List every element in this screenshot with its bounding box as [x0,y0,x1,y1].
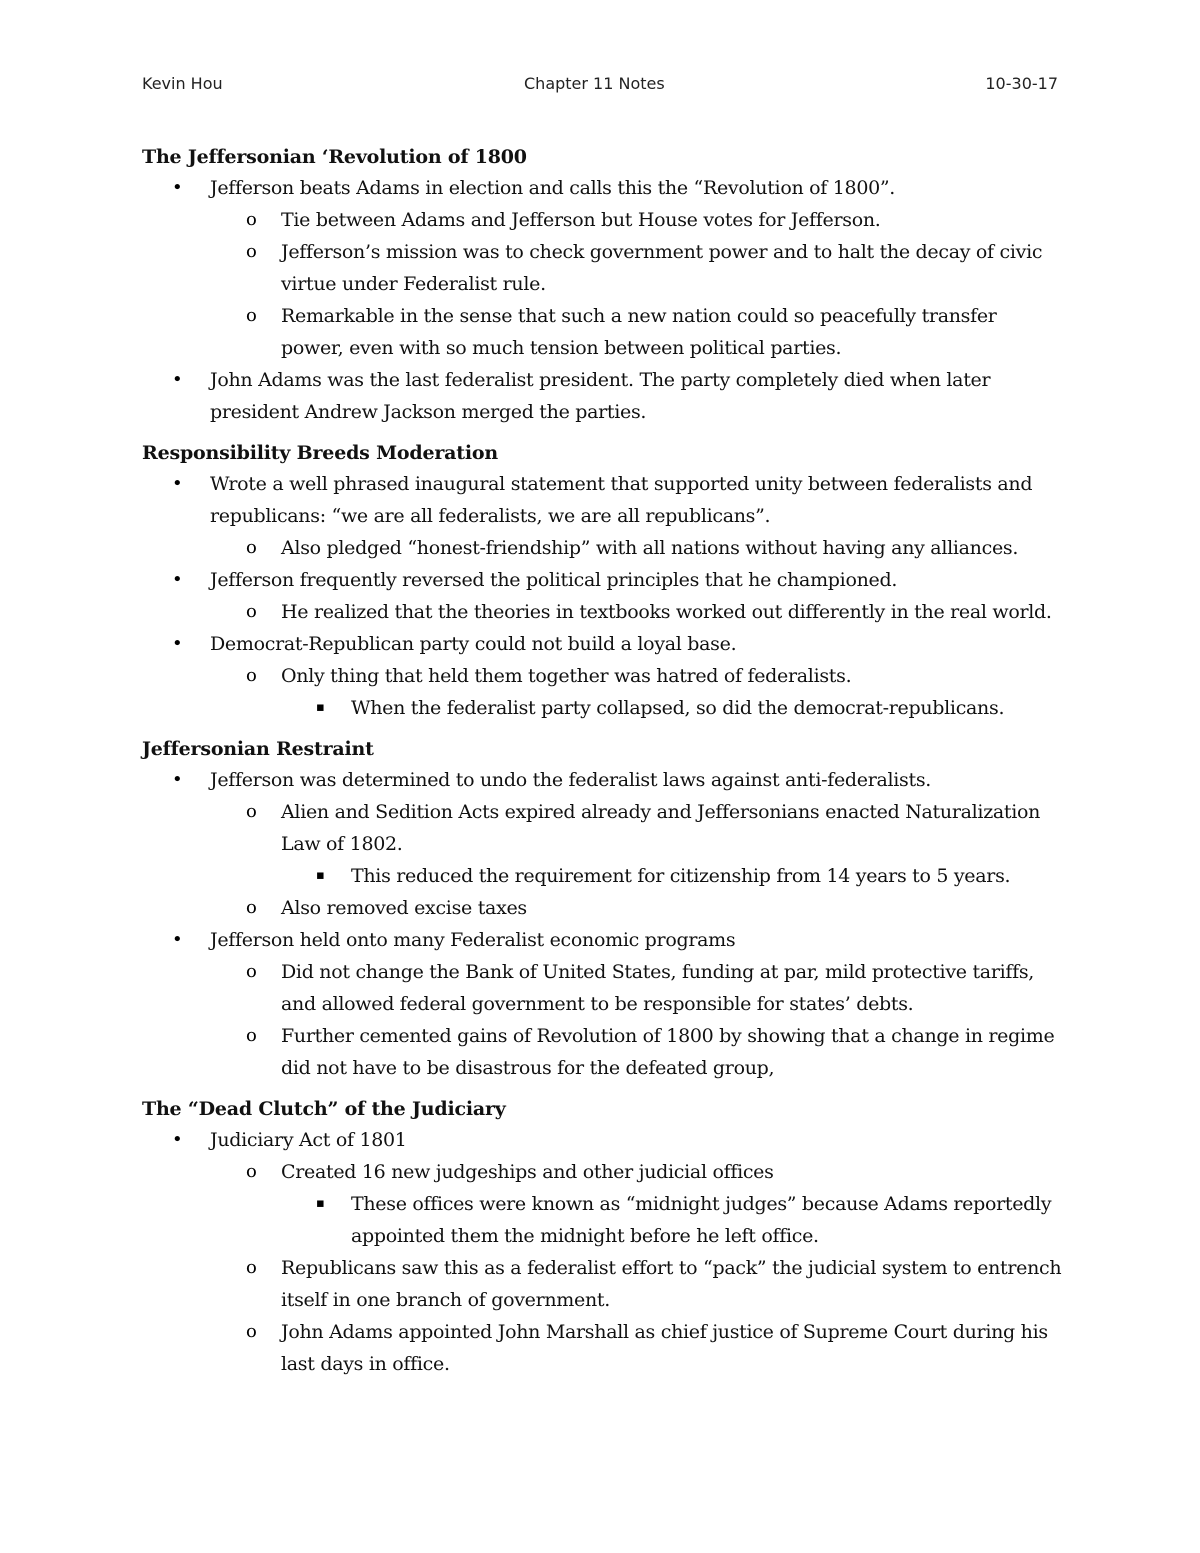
circle-bullet-icon: o [246,897,257,918]
list-item-text: John Adams appointed John Marshall as chief justice of Supreme Court during his last days in office. [281,1321,1048,1375]
section-responsibility-breeds-moderation [142,438,1062,724]
list-item-text: Jefferson was determined to undo the federalist laws against anti-federalists. [210,769,932,791]
list-item-text: Wrote a well phrased inaugural statement that supported unity between federalists and republicans: “we are all federalists, we are all republicans”. [210,473,1033,527]
list-item-text: Tie between Adams and Jefferson but House votes for Jefferson. [281,209,881,231]
document-date: 10-30-17 [985,74,1058,93]
sub-sub-list-item [142,1188,1062,1252]
list-item [142,1124,1062,1156]
bullet-list [142,172,1062,428]
circle-bullet-icon: o [246,209,257,230]
section-revolution-of-1800 [142,142,1062,428]
bullet-icon: • [172,769,183,790]
section-heading: Responsibility Breeds Moderation [142,442,498,464]
bullet-icon: • [172,177,183,198]
bullet-icon: • [172,633,183,654]
circle-bullet-icon: o [246,961,257,982]
circle-bullet-icon: o [246,537,257,558]
list-item-text: Jefferson frequently reversed the political principles that he championed. [210,569,898,591]
bullet-list [142,764,1062,1084]
bullet-icon: • [172,569,183,590]
bullet-icon: • [172,1129,183,1150]
list-item [142,172,1062,204]
list-item [142,564,1062,596]
square-bullet-icon: ▪ [316,1196,325,1211]
sub-sub-list-item [142,860,1062,892]
list-item-text: Remarkable in the sense that such a new nation could so peacefully transfer power, even with so much tension between political parties. [281,305,997,359]
list-item-text: Republicans saw this as a federalist effort to “pack” the judicial system to entrench itself in one branch of government. [281,1257,1062,1311]
section-heading: The “Dead Clutch” of the Judiciary [142,1098,506,1120]
list-item-text: Jefferson held onto many Federalist economic programs [210,929,736,951]
list-item [142,764,1062,796]
list-item-text: These offices were known as “midnight judges” because Adams reportedly appointed them the midnight before he left office. [351,1193,1052,1247]
sub-list-item [142,300,1062,364]
circle-bullet-icon: o [246,665,257,686]
list-item-text: He realized that the theories in textbooks worked out differently in the real world. [281,601,1052,623]
section-dead-clutch-of-judiciary [142,1094,1062,1380]
bullet-list [142,468,1062,724]
list-item-text: This reduced the requirement for citizenship from 14 years to 5 years. [351,865,1011,887]
list-item [142,468,1062,532]
sub-list-item [142,596,1062,628]
circle-bullet-icon: o [246,305,257,326]
list-item-text: Also removed excise taxes [281,897,527,919]
list-item-text: When the federalist party collapsed, so did the democrat-republicans. [351,697,1005,719]
list-item-text: Democrat-Republican party could not build a loyal base. [210,633,737,655]
sub-list-item [142,204,1062,236]
sub-list-item [142,660,1062,692]
sub-list-item [142,1020,1062,1084]
list-item [142,924,1062,956]
author-name: Kevin Hou [142,74,223,93]
sub-list-item [142,236,1062,300]
list-item-text: Jefferson beats Adams in election and calls this the “Revolution of 1800”. [210,177,896,199]
square-bullet-icon: ▪ [316,868,325,883]
list-item [142,364,1062,428]
sub-list-item [142,1156,1062,1188]
sub-list-item [142,956,1062,1020]
sub-list-item [142,796,1062,860]
bullet-icon: • [172,369,183,390]
list-item-text: Further cemented gains of Revolution of 1800 by showing that a change in regime did not have to be disastrous for the defeated group, [281,1025,1055,1079]
list-item-text: Did not change the Bank of United States, funding at par, mild protective tariffs, and allowed federal government to be responsible for states’ debts. [281,961,1035,1015]
page-header [142,74,1058,98]
section-jeffersonian-restraint [142,734,1062,1084]
section-heading: Jeffersonian Restraint [142,738,374,760]
list-item-text: Alien and Sedition Acts expired already and Jeffersonians enacted Naturalization Law of 1802. [281,801,1041,855]
list-item-text: Only thing that held them together was hatred of federalists. [281,665,852,687]
list-item-text: Jefferson’s mission was to check government power and to halt the decay of civic virtue under Federalist rule. [281,241,1043,295]
list-item-text: Judiciary Act of 1801 [210,1129,407,1151]
list-item-text: Created 16 new judgeships and other judicial offices [281,1161,774,1183]
circle-bullet-icon: o [246,601,257,622]
circle-bullet-icon: o [246,241,257,262]
circle-bullet-icon: o [246,1161,257,1182]
bullet-list [142,1124,1062,1380]
sub-list-item [142,532,1062,564]
circle-bullet-icon: o [246,1257,257,1278]
circle-bullet-icon: o [246,801,257,822]
list-item-text: Also pledged “honest-friendship” with all nations without having any alliances. [281,537,1019,559]
bullet-icon: • [172,929,183,950]
list-item-text: John Adams was the last federalist president. The party completely died when later president Andrew Jackson merged the parties. [210,369,991,423]
section-heading: The Jeffersonian ‘Revolution of 1800 [142,146,527,168]
document-title: Chapter 11 Notes [524,74,665,93]
notes-body [142,142,1062,1390]
sub-list-item [142,1316,1062,1380]
circle-bullet-icon: o [246,1321,257,1342]
sub-list-item [142,1252,1062,1316]
sub-list-item [142,892,1062,924]
bullet-icon: • [172,473,183,494]
circle-bullet-icon: o [246,1025,257,1046]
list-item [142,628,1062,660]
sub-sub-list-item [142,692,1062,724]
square-bullet-icon: ▪ [316,700,325,715]
